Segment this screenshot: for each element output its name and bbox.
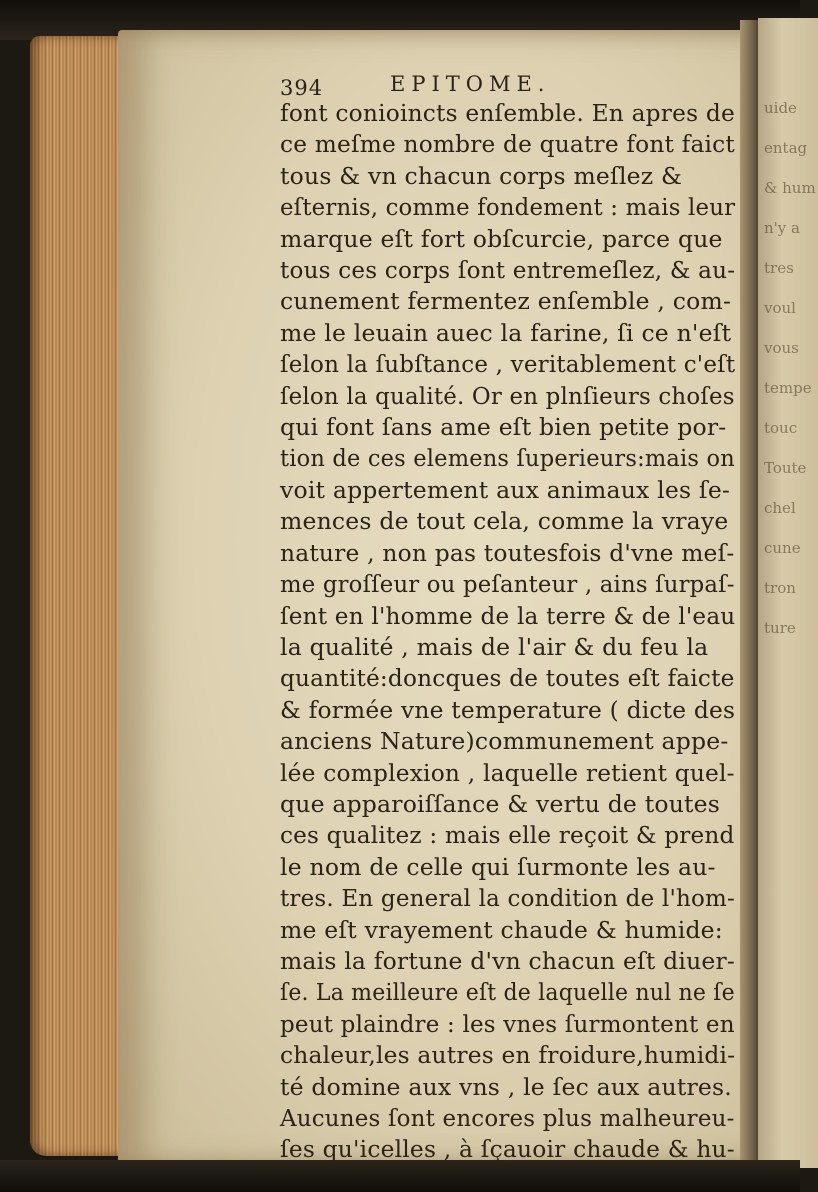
text-line: peut plaindre : les vnes ſurmontent en bbox=[280, 1009, 735, 1038]
facing-page-fragment: uide bbox=[764, 99, 797, 117]
facing-page-fragment: Toute bbox=[764, 459, 807, 477]
text-line: voit appertement aux animaux les ſe- bbox=[280, 475, 731, 504]
text-line: tion de ces elemens ſuperieurs:mais on bbox=[280, 444, 735, 473]
facing-page-fragment: & hum bbox=[764, 179, 816, 197]
text-line: cunement fermentez enſemble , com- bbox=[280, 287, 732, 316]
text-line: tous & vn chacun corps meſlez & bbox=[280, 161, 683, 190]
text-line: me groſſeur ou peſanteur , ains ſurpaſ- bbox=[280, 570, 735, 599]
text-line: me eſt vrayement chaude & humide: bbox=[280, 915, 723, 944]
facing-page-fragment: touc bbox=[764, 419, 798, 437]
text-line: qui font ſans ame eſt bien petite por- bbox=[280, 413, 727, 442]
text-line: mais la fortune d'vn chacun eſt diuer- bbox=[280, 946, 735, 975]
text-line: ſent en l'homme de la terre & de l'eau bbox=[280, 601, 736, 630]
text-line: ſelon la ſubſtance , veritablement c'eſt bbox=[280, 350, 736, 379]
body-text bbox=[280, 98, 735, 1166]
facing-page-fragment: tron bbox=[764, 579, 796, 597]
page-text bbox=[280, 70, 735, 1166]
text-line: le nom de celle qui ſurmonte les au- bbox=[280, 852, 716, 881]
facing-page-fragment: ture bbox=[764, 619, 796, 637]
text-line: mences de tout cela, comme la vraye bbox=[280, 507, 729, 536]
text-line: tres. En general la condition de l'hom- bbox=[280, 884, 735, 913]
text-line: la qualité , mais de l'air & du feu la bbox=[280, 632, 709, 661]
text-line: me le leuain auec la farine, ſi ce n'eſt bbox=[280, 318, 732, 347]
text-line: marque eſt fort obſcurcie, parce que bbox=[280, 224, 723, 253]
facing-page-fragment: entag bbox=[764, 139, 808, 157]
facing-page-fragment: tres bbox=[764, 259, 794, 277]
facing-page-fragment: voul bbox=[764, 299, 796, 317]
text-line: nature , non pas toutesfois d'vne meſ- bbox=[280, 538, 735, 567]
facing-page-text bbox=[758, 18, 818, 648]
text-line: anciens Nature)communement appe- bbox=[280, 727, 729, 756]
facing-page-fragment: n'y a bbox=[764, 219, 800, 237]
text-line: quantité:doncques de toutes eſt faicte bbox=[280, 664, 735, 693]
text-line: que apparoiſſance & vertu de toutes bbox=[280, 789, 721, 818]
text-line: ces qualitez : mais elle reçoit & prend bbox=[280, 821, 735, 850]
facing-page bbox=[758, 18, 818, 1168]
text-line: chaleur,les autres en froidure,humidi- bbox=[280, 1041, 736, 1070]
text-line: ſelon la qualité. Or en plnſieurs choſes bbox=[280, 381, 735, 410]
text-line: tous ces corps ſont entremeſlez, & au- bbox=[280, 256, 736, 285]
text-line: lée complexion , laquelle retient quel- bbox=[280, 758, 735, 787]
facing-page-fragment: cune bbox=[764, 539, 801, 557]
text-line: ce meſme nombre de quatre font faict bbox=[280, 130, 735, 159]
text-line: eſternis, comme fondement : mais leur bbox=[280, 193, 736, 222]
facing-page-fragment: vous bbox=[764, 339, 799, 357]
facing-page-fragment: tempe bbox=[764, 379, 812, 397]
facing-page-fragment: chel bbox=[764, 499, 796, 517]
text-line: Aucunes ſont encores plus malheureu- bbox=[280, 1104, 735, 1132]
text-line: ſes qu'icelles , à ſçauoir chaude & hu- bbox=[280, 1135, 735, 1164]
text-line: & formée vne temperature ( dicte des bbox=[280, 695, 736, 724]
page-number: 394 bbox=[280, 76, 324, 100]
text-line: ſe. La meilleure eſt de laquelle nul ne ſe bbox=[280, 978, 735, 1007]
running-head: EPITOME. bbox=[390, 72, 551, 96]
text-line: té domine aux vns , le ſec aux autres. bbox=[280, 1072, 732, 1101]
text-line: font conioincts enſemble. En apres de bbox=[280, 99, 735, 127]
